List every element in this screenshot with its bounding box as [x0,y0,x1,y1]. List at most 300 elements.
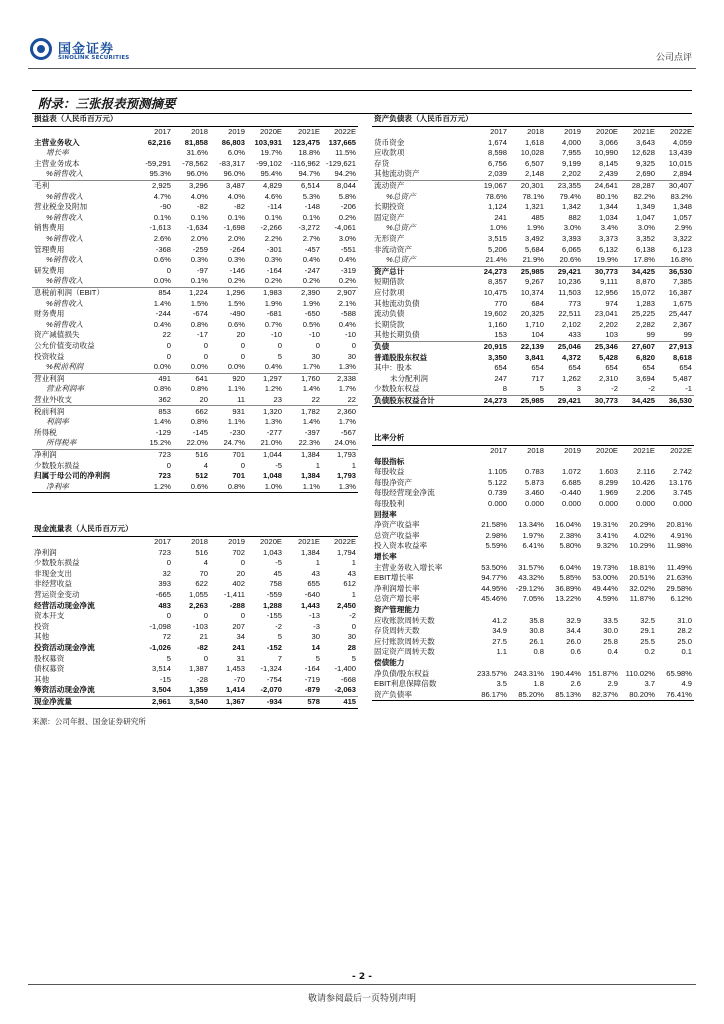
row-label: 净利润 [34,547,57,557]
value-cell: -114 [267,202,282,212]
value-cell: 21.0% [260,438,282,448]
value-cell: 24,273 [472,266,509,277]
value-cell: 8,044 [322,180,358,191]
value-cell: 5.8% [338,191,357,201]
value-cell: 0.4% [153,319,171,329]
table-row [372,637,694,648]
table-row [372,148,694,159]
value-cell: 1,414 [225,685,245,695]
ratio-group-row [372,510,694,521]
row-label: 货币资金 [374,137,405,147]
value-cell: 2,390 [284,287,322,298]
ratio-group-title: 回报率 [374,509,397,519]
table-row [32,234,358,245]
table-row [372,531,694,542]
value-cell: 1,160 [487,319,507,329]
value-cell: 18.8% [298,148,320,158]
row-label: 非现金支出 [34,568,72,578]
ratio-group-row [372,658,694,669]
table-row [372,541,694,552]
value-cell: 9,199 [561,158,581,168]
row-label: 净利润增长率 [374,583,420,593]
value-cell: 0.783 [524,467,544,477]
value-cell: 2,148 [524,169,544,179]
value-cell: 9,267 [524,277,544,287]
value-cell: -29.12% [515,583,544,593]
value-cell: 1,710 [524,319,544,329]
value-cell: -1,411 [224,590,245,600]
row-label: 营业税金及附加 [34,202,88,212]
value-cell: 1,387 [188,664,208,674]
value-cell: 1.4% [302,384,320,394]
value-cell: 0 [166,460,171,470]
value-cell: 29,421 [546,266,583,277]
row-label: 每股经营现金净流 [374,488,435,498]
value-cell: 1.3% [264,417,282,427]
value-cell: 22.3% [298,438,320,448]
row-label: 流动资产 [372,180,472,191]
value-cell: 103,931 [254,137,282,147]
value-cell: -559 [266,590,282,600]
row-label: 其中：股本 [374,363,412,373]
value-cell: 5,428 [598,352,618,362]
value-cell: 26.1 [529,636,544,646]
value-cell: 8,598 [487,148,507,158]
value-cell: 0.2% [264,276,282,286]
value-cell: 578 [284,696,322,708]
row-label: 管理费用 [34,244,65,254]
value-cell: 433 [568,330,581,340]
table-row [32,548,358,559]
value-cell: 11.5% [335,148,357,158]
value-cell: 26.0 [566,636,581,646]
value-cell: 0 [166,351,171,361]
value-cell: 5 [539,384,544,394]
table-row [372,679,694,690]
value-cell: 612 [343,579,357,589]
value-cell: 1 [351,558,357,568]
value-cell: -1,324 [260,664,282,674]
value-cell: -97 [197,265,208,275]
row-label: %销售收入 [46,212,84,222]
value-cell: 1,320 [247,406,284,417]
value-cell: 5 [166,653,171,663]
year-header-row [372,446,694,457]
value-cell: 2,925 [136,180,173,191]
value-cell: 137,665 [328,137,357,147]
value-cell: 99 [683,330,693,340]
value-cell: -1 [685,384,693,394]
table-row [32,558,358,569]
value-cell: 153 [494,330,507,340]
value-cell: 2.0% [227,234,245,244]
value-cell: 20 [236,330,245,340]
value-cell: 5,684 [524,244,544,254]
value-cell: 1.5% [227,298,245,308]
table-row [372,299,694,310]
row-label: 资本开支 [34,611,65,621]
value-cell: 44.95% [481,583,507,593]
value-cell: 32.9 [566,615,581,625]
table-row [32,276,358,287]
row-label: 营运资金变动 [34,590,80,600]
value-cell: 83.2% [670,191,693,201]
header-divider [28,68,696,69]
value-cell: 27,913 [657,341,694,352]
value-cell: 1,262 [561,373,581,383]
value-cell: 3.0% [637,223,655,233]
table-row [32,159,358,170]
value-cell: -1,400 [334,664,357,674]
value-cell: 1,344 [598,202,618,212]
ratio-group-row [372,605,694,616]
table-row [372,138,694,149]
value-cell: 3,514 [151,664,171,674]
value-cell: 654 [605,363,618,373]
value-cell: -10 [271,330,282,340]
value-cell: 5,487 [673,373,693,383]
value-cell: 2020E [596,446,618,456]
value-cell: 2,202 [561,169,581,179]
value-cell: 1.072 [561,467,581,477]
value-cell: -2,266 [260,223,282,233]
value-cell: 10,236 [557,277,581,287]
table-row [32,362,358,373]
table-row [32,696,358,708]
value-cell: 3,350 [487,352,507,362]
value-cell: 1,342 [561,202,581,212]
value-cell: 8 [502,384,507,394]
value-cell: 0 [166,611,171,621]
table-row [32,255,358,266]
value-cell: 104 [531,330,544,340]
value-cell: 2019 [228,537,245,547]
table-row [372,277,694,288]
section-heading: 损益表（人民币百万元） [32,113,358,127]
table-row [372,234,694,245]
value-cell: 3,504 [151,685,171,695]
value-cell: 3,694 [635,373,655,383]
row-label: %销售收入 [46,298,84,308]
value-cell: -70 [234,674,245,684]
row-label: 普通股股东权益 [374,352,428,362]
value-cell: -5 [275,558,282,568]
value-cell: 2.38% [559,530,581,540]
value-cell: 30.0 [603,626,618,636]
table-row [32,438,358,449]
value-cell: -10 [309,330,320,340]
value-cell: 12,956 [594,288,618,297]
value-cell: 0.1% [153,212,171,222]
value-cell: 2018 [527,127,544,137]
table-row [372,374,694,385]
value-cell: 1,793 [322,449,358,460]
value-cell: 243.31% [514,668,544,678]
table-row [32,351,358,362]
value-cell: 3,643 [635,137,655,147]
table-row [32,138,358,149]
value-cell: 3.0% [563,223,581,233]
value-cell: 1.105 [487,467,507,477]
value-cell: 2017 [490,127,507,137]
value-cell: 0 [203,351,208,361]
value-cell: 2.1% [338,298,357,308]
value-cell: 25,985 [509,395,546,407]
value-cell: 4.02% [633,530,655,540]
value-cell: 4.59% [596,594,618,604]
row-label [32,127,136,138]
value-cell: -1,698 [223,223,245,233]
year-header-row [372,127,694,138]
row-label [32,537,136,548]
ratio-group-title: 资产管理能力 [374,605,420,614]
value-cell: 21.4% [485,255,507,265]
value-cell: 485 [531,212,544,222]
value-cell: 82.37% [583,690,620,701]
value-cell: 0 [240,351,245,361]
table-row [372,159,694,170]
value-cell: 2,961 [136,696,173,708]
value-cell: 23,355 [546,180,583,191]
value-cell: -490 [229,309,245,319]
value-cell: 4.91% [670,530,693,540]
value-cell: -674 [192,309,208,319]
value-cell: 99 [646,330,655,340]
value-cell: 701 [210,449,247,460]
value-cell: 1,618 [524,137,544,147]
row-label: 负债 [372,341,472,352]
row-label: 财务费用 [34,309,65,319]
value-cell: 702 [232,547,245,557]
value-cell: 25,046 [546,341,583,352]
table-row [32,373,358,384]
appendix-title-bar [32,90,692,114]
value-cell: 241 [232,643,245,653]
ratio-group-title: 增长率 [374,552,397,562]
value-cell: -1,098 [149,621,171,631]
value-cell: 0.1 [681,647,693,657]
value-cell: 654 [494,363,507,373]
value-cell: 3.4% [600,223,618,233]
row-label: 其他 [34,674,50,684]
value-cell: 1.97% [522,530,544,540]
value-cell: 86,803 [221,137,245,147]
value-cell: 0.8% [190,384,208,394]
row-label: %销售收入 [46,276,84,286]
value-cell: 0 [351,340,357,350]
value-cell: 0.000 [598,499,618,509]
value-cell: 28,287 [620,180,657,191]
value-cell: 1,384 [300,471,320,481]
row-label: 资产负债率 [372,690,472,701]
ratio-group-title: 偿债能力 [374,657,405,667]
value-cell: 49.44% [592,583,618,593]
value-cell: -0.440 [559,488,581,498]
value-cell: 1.1% [227,384,245,394]
row-label: 每股净资产 [374,477,412,487]
row-label: 非流动资产 [374,244,412,254]
table-row [372,245,694,256]
value-cell: 0.7% [264,319,282,329]
value-cell: 96.0% [223,169,245,179]
value-cell: 110.02% [625,668,655,678]
value-cell: 758 [269,579,282,589]
value-cell: 30 [311,351,320,361]
value-cell: 78.6% [485,191,507,201]
value-cell: 0.000 [524,499,544,509]
disclaimer-note: 敬请参阅最后一页特别声明 [307,994,416,1004]
value-cell: 1.4% [153,298,171,308]
value-cell: 8,357 [487,277,507,287]
value-cell: 3,841 [524,352,544,362]
value-cell: 11 [237,394,245,404]
value-cell: 80.1% [596,191,618,201]
value-cell: 5,206 [487,244,507,254]
value-cell: -1,026 [149,643,171,653]
table-row [372,180,694,191]
value-cell: 0.4% [338,319,357,329]
table-row [372,647,694,658]
value-cell: 5 [277,632,282,642]
value-cell: 1.9% [302,298,320,308]
value-cell: 30 [311,632,320,642]
value-cell: 16.04% [555,520,581,530]
value-cell: 516 [173,449,210,460]
value-cell: 0.6% [227,319,245,329]
value-cell: 24,641 [583,180,620,191]
value-cell: 6,065 [561,244,581,254]
value-cell: 1.0% [489,223,507,233]
row-label: 增长率 [46,148,69,158]
table-row [32,482,358,493]
value-cell: 0.4 [607,647,618,657]
table-row [372,213,694,224]
value-cell: 30,407 [657,180,694,191]
row-label: 主营业务收入增长率 [374,562,443,572]
value-cell: 5.80% [559,541,581,551]
value-cell: -1,634 [186,223,208,233]
table-row [32,685,358,696]
table-row [32,180,358,191]
value-cell: 9,111 [600,277,618,287]
value-cell: 21 [199,632,208,642]
value-cell [136,148,173,159]
value-cell: -230 [229,427,245,437]
value-cell: 0.8 [533,647,544,657]
value-cell: 151.87% [588,668,618,678]
value-cell: 1,124 [487,202,507,212]
footer-divider [28,984,696,985]
value-cell: -588 [340,309,357,319]
row-label: %销售收入 [46,255,84,265]
value-cell: 0 [277,340,282,350]
value-cell: 8.299 [598,477,618,487]
value-cell: 20 [236,568,245,578]
table-row [32,460,358,471]
row-label: 筹资活动现金净流 [34,685,95,695]
value-cell: 21.63% [666,573,693,583]
page-header [0,0,724,72]
value-cell: 0.2% [227,276,245,286]
value-cell: -264 [229,244,245,254]
value-cell: 19,067 [472,180,509,191]
value-cell: 1 [351,590,357,600]
value-cell: -3,272 [298,223,320,233]
value-cell: 15,072 [631,288,655,297]
value-cell: -567 [340,427,357,437]
row-label: 资产减值损失 [34,330,80,340]
value-cell: 32 [162,568,171,578]
value-cell: 27,607 [620,341,657,352]
table-row [32,395,358,406]
value-cell: 2,367 [673,319,693,329]
year-header-row [32,537,358,548]
value-cell: 43 [347,568,357,578]
ratio-group-title: 每股指标 [374,456,405,466]
value-cell: 0.8% [153,384,171,394]
source-note: 来源：公司年报、国金证券研究所 [32,717,146,726]
value-cell: 30.8 [529,626,544,636]
value-cell: 2020E [260,127,282,137]
row-label: 税前利润 [32,406,136,417]
row-label: %总资产 [386,223,416,233]
value-cell: -10 [345,330,357,340]
value-cell: 11.87% [629,594,655,604]
value-cell: 2.116 [636,467,655,477]
table-row [372,467,694,478]
table-row [372,309,694,320]
value-cell: 622 [195,579,208,589]
balance-sheet-table [372,113,694,407]
value-cell: -90 [160,202,171,212]
value-cell: 1.1 [496,647,507,657]
value-cell: 9,325 [635,158,655,168]
table-row [372,352,694,363]
row-label: %税前利润 [46,362,84,372]
value-cell: 34 [236,632,245,642]
value-cell: 45 [273,568,282,578]
row-label: 非经营收益 [34,579,72,589]
row-label: 研发费用 [34,265,65,275]
table-row [372,478,694,489]
table-row [32,148,358,159]
value-cell: 0.000 [487,499,507,509]
value-cell: 0.1% [227,212,245,222]
value-cell: 20,301 [509,180,546,191]
value-cell: 6.04% [559,562,581,572]
value-cell: 654 [642,363,655,373]
table-row [372,488,694,499]
value-cell: 0.4% [338,255,357,265]
value-cell: 0.000 [561,499,581,509]
table-row [372,330,694,341]
value-cell: 3,487 [210,180,247,191]
value-cell: 10,015 [668,158,693,168]
value-cell: 11,503 [558,288,581,297]
table-row [372,499,694,510]
section-heading: 现金流量表（人民币百万元） [32,523,358,537]
appendix-title: 附录：三张报表预测摘要 [38,96,176,111]
value-cell: 6.0% [227,148,245,158]
row-label: 存货 [374,158,390,168]
table-row [32,245,358,256]
value-cell: 2,690 [635,169,655,179]
section-heading: 比率分析 [372,432,694,446]
value-cell: 8,145 [598,158,618,168]
table-row [372,192,694,203]
row-label: %总资产 [386,255,416,265]
value-cell: 34.9 [492,626,507,636]
